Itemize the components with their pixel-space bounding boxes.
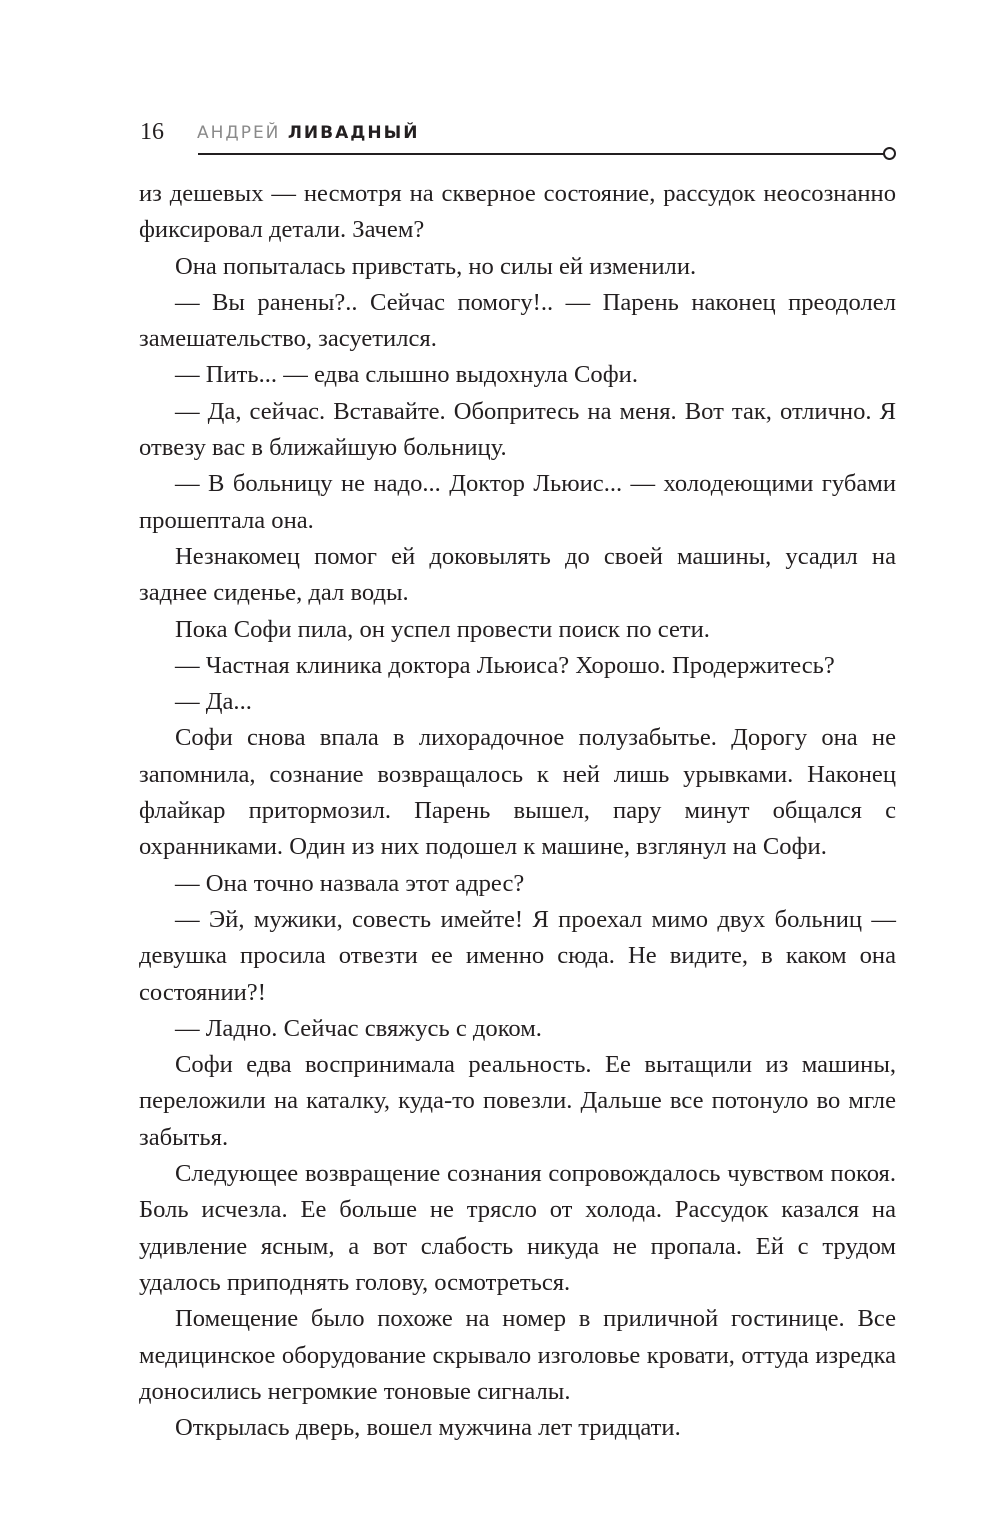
paragraph: Пока Софи пила, он успел провести поиск по сети. <box>175 615 710 643</box>
running-head-author <box>197 122 419 144</box>
paragraph: — Частная клиника доктора Льюиса? Хорошо. Продержитесь? <box>175 651 835 679</box>
paragraph: Софи едва воспринимала реальность. Ее вытащили из машины, переложили на каталку, куда-то повезли. Дальше все потонуло во мгле забытья. <box>139 1051 896 1151</box>
paragraph: — Ладно. Сейчас свяжусь с доком. <box>175 1014 542 1042</box>
paragraph: — Вы ранены?.. Сейчас помогу!.. — Парень наконец преодолел замешательство, засуетился. <box>139 288 896 353</box>
author-first-name: АНДРЕЙ <box>197 123 281 143</box>
body-text <box>139 176 896 1446</box>
paragraph: Помещение было похоже на номер в приличной гостинице. Все медицинское оборудование скрывало изголовье кровати, оттуда изредка доносились негромкие тоновые сигналы. <box>139 1305 896 1405</box>
author-last-name: ЛИВАДНЫЙ <box>287 123 420 143</box>
paragraph: — Пить... — едва слышно выдохнула Софи. <box>175 361 638 389</box>
page-number: 16 <box>140 119 164 145</box>
header-rule <box>198 153 884 155</box>
page-header <box>140 112 892 162</box>
paragraph: Незнакомец помог ей доковылять до своей машины, усадил на заднее сиденье, дал воды. <box>139 542 896 607</box>
paragraph: Открылась дверь, вошел мужчина лет тридцати. <box>175 1414 681 1442</box>
paragraph: Следующее возвращение сознания сопровождалось чувством покоя. Боль исчезла. Ее больше не трясло от холода. Рассудок казался на удивление ясным, а вот слабость никуда не пропала. Ей с трудом удалось приподнять голову, осмотреться. <box>139 1160 896 1296</box>
paragraph-continuation: из дешевых — несмотря на скверное состояние, рассудок неосознанно фиксировал детали. Зачем? <box>139 180 896 244</box>
paragraph: — Да, сейчас. Вставайте. Обопритесь на меня. Вот так, отлично. Я отвезу вас в ближайшую больницу. <box>139 397 896 462</box>
paragraph: — Да... <box>175 688 252 716</box>
paragraph: — Она точно назвала этот адрес? <box>175 869 525 897</box>
header-rule-circle <box>883 147 896 160</box>
paragraph: Она попыталась привстать, но силы ей изменили. <box>175 252 697 280</box>
paragraph: — Эй, мужики, совесть имейте! Я проехал мимо двух больниц — девушка просила отвезти ее именно сюда. Не видите, в каком она состоянии?! <box>139 905 896 1006</box>
paragraph: — В больницу не надо... Доктор Льюис... — холодеющими губами прошептала она. <box>139 470 896 534</box>
paragraph: Софи снова впала в лихорадочное полузабытье. Дорогу она не запомнила, сознание возвращалось к ней лишь урывками. Наконец флайкар притормозил. Парень вышел, пару минут общался с охранниками. Один из них подошел к машине, взглянул на Софи. <box>139 724 896 861</box>
